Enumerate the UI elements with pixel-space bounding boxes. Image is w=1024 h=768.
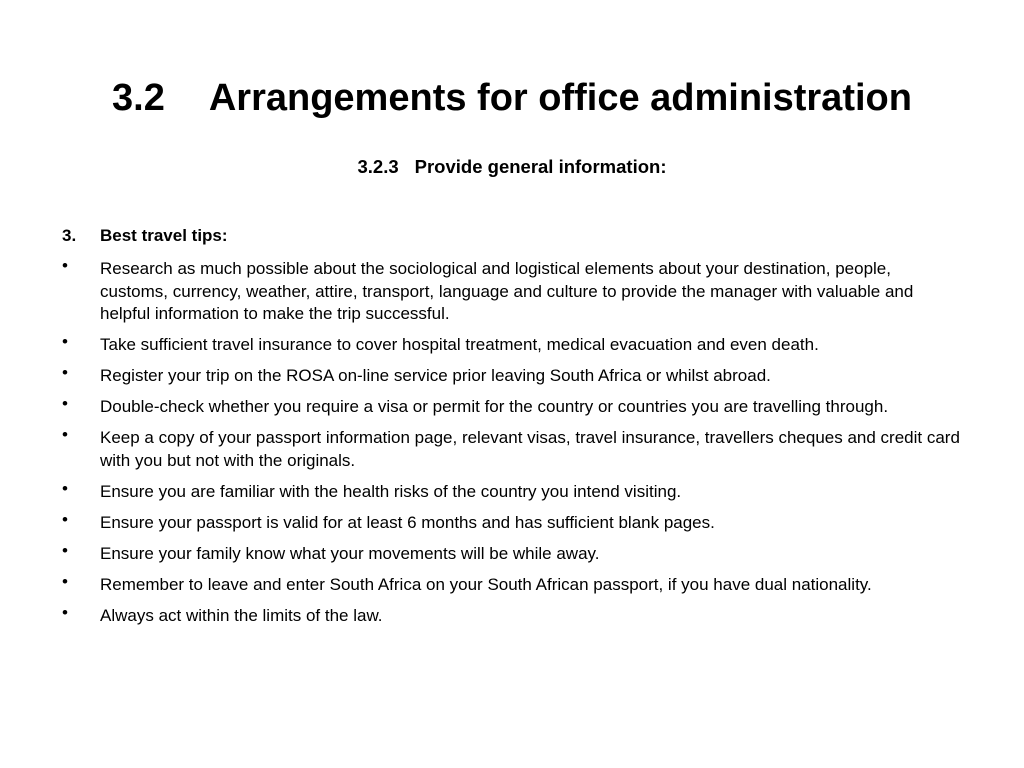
list-item	[62, 365, 962, 388]
bullet-icon: •	[62, 332, 68, 351]
tip-text: Ensure you are familiar with the health risks of the country you intend visiting.	[100, 481, 682, 501]
tip-text: Research as much possible about the sociological and logistical elements about your destination, people, customs, currency, weather, attire, transport, language and culture to provide the manager with valuable and helpful information to make the trip successful.	[100, 259, 914, 323]
tip-text: Double-check whether you require a visa or permit for the country or countries you are travelling through.	[100, 397, 889, 416]
tip-text: Take sufficient travel insurance to cover hospital treatment, medical evacuation and even death.	[100, 335, 819, 354]
list-item	[62, 258, 962, 326]
list-item	[62, 540, 962, 566]
slide-title	[0, 72, 1024, 124]
slide-subtitle	[0, 154, 1024, 180]
subtitle-number: 3.2.3	[357, 156, 399, 177]
section-heading-text: Best travel tips:	[100, 226, 228, 245]
bullet-icon: •	[62, 394, 68, 413]
tip-text: Ensure your passport is valid for at least 6 months and has sufficient blank pages.	[100, 512, 715, 532]
list-item	[62, 571, 962, 597]
tip-text: Ensure your family know what your movements will be while away.	[100, 543, 600, 563]
list-item	[62, 396, 962, 419]
tip-text: Always act within the limits of the law.	[100, 605, 383, 625]
list-item	[62, 427, 962, 472]
tip-text: Keep a copy of your passport information page, relevant visas, travel insurance, travellers cheques and credit card with you but not with the originals.	[100, 428, 960, 470]
tip-text: Remember to leave and enter South Africa on your South African passport, if you have dual nationality.	[100, 574, 872, 594]
list-item	[62, 478, 962, 504]
list-item	[62, 602, 962, 628]
tip-text: Register your trip on the ROSA on-line service prior leaving South Africa or whilst abroad.	[100, 366, 771, 385]
bullet-icon: •	[62, 602, 68, 622]
section-number: 3.	[62, 226, 77, 245]
title-number: 3.2	[112, 77, 165, 119]
bullet-icon: •	[62, 571, 68, 591]
bullet-icon: •	[62, 509, 68, 529]
bullet-icon: •	[62, 256, 68, 275]
list-item	[62, 334, 962, 357]
title-text: Arrangements for office administration	[208, 77, 912, 119]
subtitle-text: Provide general information:	[414, 156, 667, 177]
bullet-icon: •	[62, 478, 68, 498]
list-item	[62, 509, 962, 535]
bullet-icon: •	[62, 425, 68, 444]
bullet-icon: •	[62, 540, 68, 560]
bullet-icon: •	[62, 363, 68, 382]
travel-tips-list	[62, 258, 962, 636]
section-heading	[62, 225, 962, 247]
